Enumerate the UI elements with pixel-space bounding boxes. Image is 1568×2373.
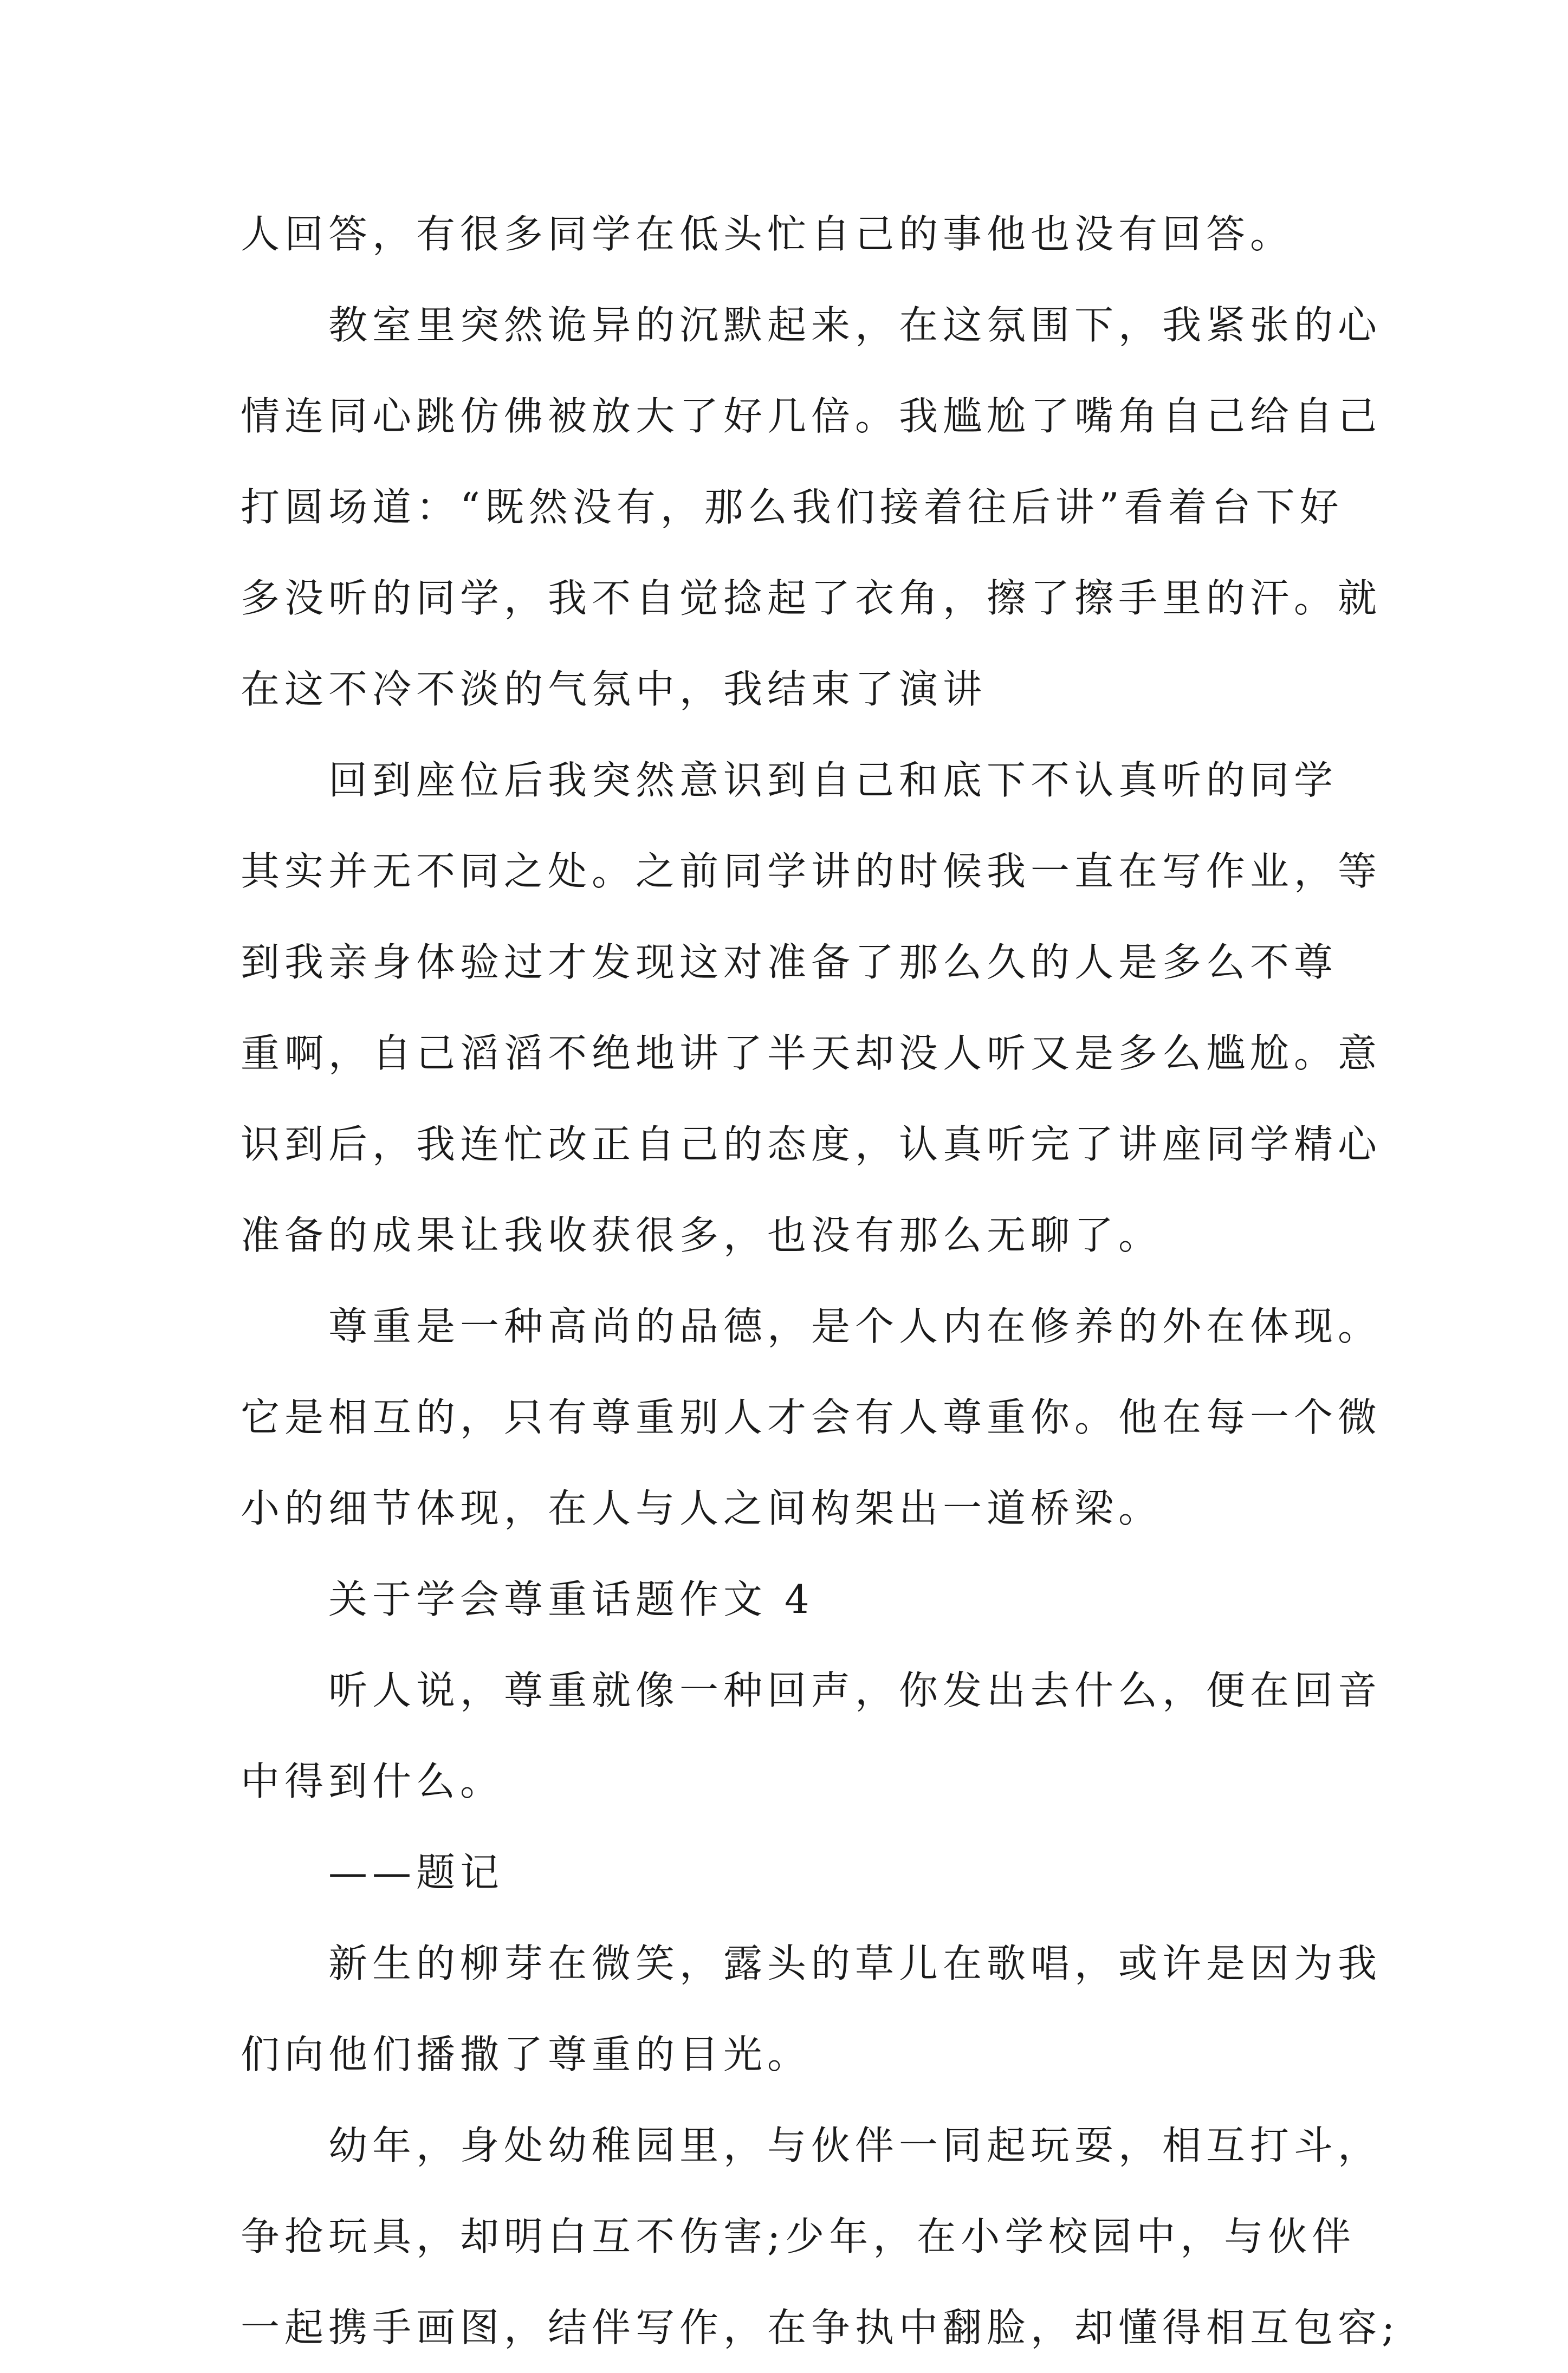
text-line: 准备的成果让我收获很多，也没有那么无聊了。: [241, 1213, 1163, 1258]
section-heading: 关于学会尊重话题作文 4: [328, 1577, 814, 1622]
text-line: 到我亲身体验过才发现这对准备了那么久的人是多么不尊: [241, 939, 1338, 985]
text-line: 情连同心跳仿佛被放大了好几倍。我尴尬了嘴角自己给自己: [241, 393, 1382, 439]
body-text: [241, 189, 1400, 2373]
text-line: 在这不冷不淡的气氛中，我结束了演讲: [241, 666, 987, 712]
text-line: 教室里突然诡异的沉默起来，在这氛围下，我紧张的心: [328, 302, 1382, 348]
text-line: 小的细节体现，在人与人之间构架出一道桥梁。: [241, 1486, 1163, 1531]
text-line: 尊重是一种高尚的品德，是个人内在修养的外在体现。: [328, 1304, 1382, 1349]
text-line: 识到后，我连忙改正自己的态度，认真听完了讲座同学精心: [241, 1121, 1382, 1167]
text-line: 新生的柳芽在微笑，露头的草儿在歌唱，或许是因为我: [328, 1941, 1382, 1986]
text-line: 争抢玩具，却明白互不伤害;少年，在小学校园中，与伙伴: [241, 2214, 1356, 2259]
text-line: 们向他们播撒了尊重的目光。: [241, 2032, 812, 2077]
text-line: 重啊，自己滔滔不绝地讲了半天却没人听又是多么尴尬。意: [241, 1030, 1382, 1076]
text-line: 打圆场道：“既然没有，那么我们接着往后讲”看着台下好: [241, 484, 1344, 530]
text-line: 回到座位后我突然意识到自己和底下不认真听的同学: [328, 757, 1338, 803]
text-line: 听人说，尊重就像一种回声，你发出去什么，便在回音: [328, 1668, 1382, 1713]
text-line: 幼年，身处幼稚园里，与伙伴一同起玩耍，相互打斗，: [328, 2123, 1382, 2168]
text-line: 多没听的同学，我不自觉捻起了衣角，擦了擦手里的汗。就: [241, 575, 1382, 621]
text-line: 它是相互的，只有尊重别人才会有人尊重你。他在每一个微: [241, 1395, 1382, 1440]
text-line: 中得到什么。: [241, 1759, 504, 1804]
text-line: 人回答，有很多同学在低头忙自己的事他也没有回答。: [241, 211, 1294, 257]
text-line: 其实并无不同之处。之前同学讲的时候我一直在写作业，等: [241, 848, 1382, 894]
epigraph-attribution: ——题记: [328, 1850, 504, 1895]
text-line: 一起携手画图，结伴写作，在争执中翻脸，却懂得相互包容;: [241, 2305, 1400, 2350]
